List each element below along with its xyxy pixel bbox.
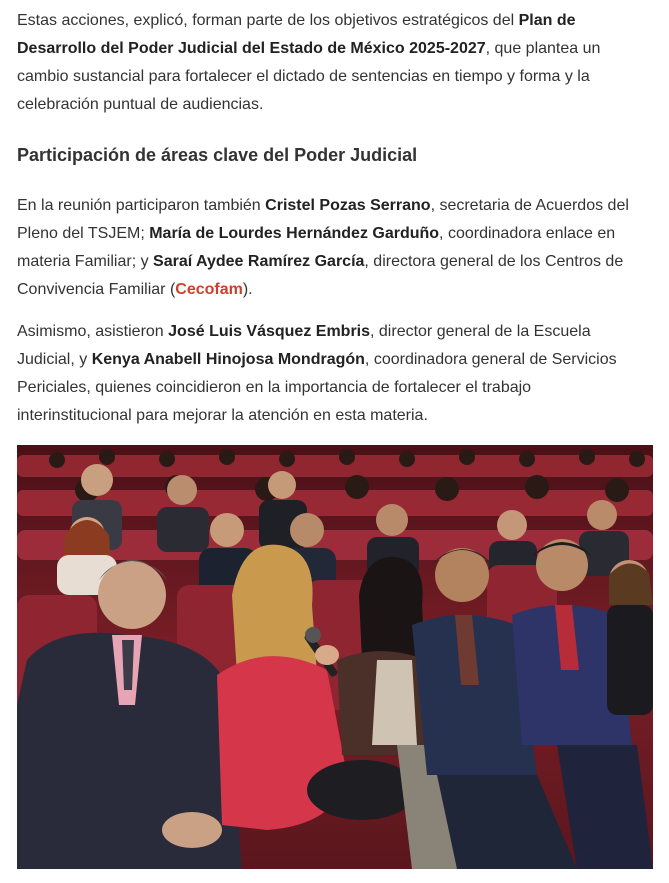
- paragraph-participants: [17, 192, 657, 304]
- text-span: , coordinadora enlace en materia Familiar; y: [17, 225, 616, 270]
- text-span: , coordinadora general de Servicios Periciales, quienes coincidieron en la importancia de fortalecer el trabajo interinstitucional para mejorar la atención en esta materia.: [17, 351, 617, 424]
- section-heading: Participación de áreas clave del Poder Judicial: [17, 145, 418, 165]
- person-name: María de Lourdes Hernández Garduño: [149, 225, 440, 242]
- text-span: En la reunión participaron también: [17, 197, 266, 214]
- person-name: Cristel Pozas Serrano: [265, 197, 431, 214]
- text-span: , directora general de los Centros de Convivencia Familiar (: [17, 253, 624, 298]
- text-span: , director general de la Escuela Judicial, y: [17, 323, 591, 368]
- auditorium-illustration: [17, 445, 653, 869]
- plan-name: Plan de Desarrollo del Poder Judicial del Estado de México 2025-2027: [17, 12, 576, 57]
- person-name: José Luis Vásquez Embris: [168, 323, 371, 340]
- person-name: Kenya Anabell Hinojosa Mondragón: [91, 351, 365, 368]
- text-span: ).: [242, 281, 253, 298]
- text-span: Estas acciones, explicó, forman parte de los objetivos estratégicos del: [17, 12, 519, 29]
- person-name: Saraí Aydee Ramírez García: [153, 253, 365, 270]
- text-span: , secretaria de Acuerdos del Pleno del TSJEM;: [17, 197, 629, 242]
- paragraph-attendees: [17, 318, 649, 430]
- paragraph-plan: [17, 7, 649, 119]
- text-span: , que plantea un cambio sustancial para fortalecer el dictado de sentencias en tiempo y forma y la celebración puntual de audiencias.: [17, 40, 601, 113]
- event-photo: [17, 445, 653, 869]
- cecofam-link[interactable]: Cecofam: [175, 281, 243, 298]
- text-span: Asimismo, asistieron: [17, 323, 169, 340]
